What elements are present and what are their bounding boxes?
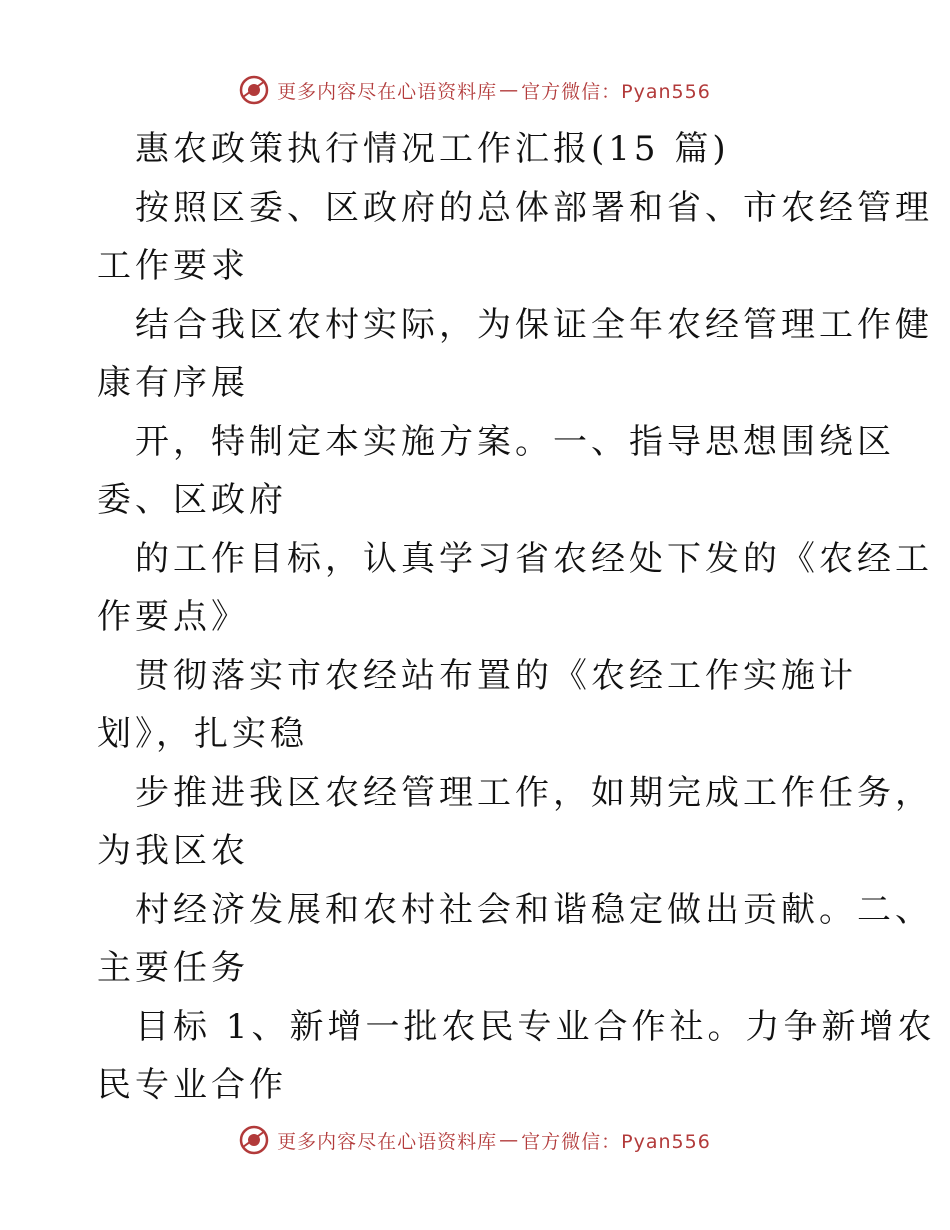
- document-title: 惠农政策执行情况工作汇报(15 篇): [135, 129, 730, 169]
- document-body: [97, 120, 936, 1115]
- logo-icon: [239, 1125, 269, 1155]
- footer-banner: [0, 1120, 950, 1160]
- banner-text: 更多内容尽在心语资料库: [277, 80, 498, 103]
- text-line: 按照区委、区政府的总体部署和省、市农经管理: [135, 187, 933, 228]
- text-line: 康有序展: [97, 363, 249, 403]
- text-line: 主要任务: [97, 948, 249, 988]
- text-line: 目标 1、新增一批农民专业合作社。力争新增农: [135, 1006, 936, 1047]
- header-banner: [0, 70, 950, 110]
- text-line: 划》，扎实稳: [97, 714, 308, 754]
- banner-wechat: 官方微信：Pyan556: [521, 80, 711, 103]
- text-line: 作要点》: [97, 597, 249, 637]
- banner-dash: —: [499, 1129, 520, 1151]
- text-line: 的工作目标，认真学习省农经处下发的《农经工: [135, 538, 933, 579]
- text-line: 开，特制定本实施方案。一、指导思想围绕区: [135, 421, 895, 462]
- banner-dash: —: [499, 79, 520, 101]
- banner-wechat: 官方微信：Pyan556: [521, 1130, 711, 1153]
- text-line: 贯彻落实市农经站布置的《农经工作实施计: [135, 655, 857, 696]
- text-line: 为我区农: [97, 831, 249, 871]
- text-line: 结合我区农村实际，为保证全年农经管理工作健: [135, 304, 933, 345]
- text-line: 民专业合作: [97, 1065, 287, 1105]
- text-line: 步推进我区农经管理工作，如期完成工作任务，: [135, 772, 933, 813]
- text-line: 委、区政府: [97, 480, 287, 520]
- text-line: 村经济发展和农村社会和谐稳定做出贡献。二、: [135, 889, 933, 930]
- text-line: 工作要求: [97, 246, 249, 286]
- banner-text: 更多内容尽在心语资料库: [277, 1130, 498, 1153]
- logo-icon: [239, 75, 269, 105]
